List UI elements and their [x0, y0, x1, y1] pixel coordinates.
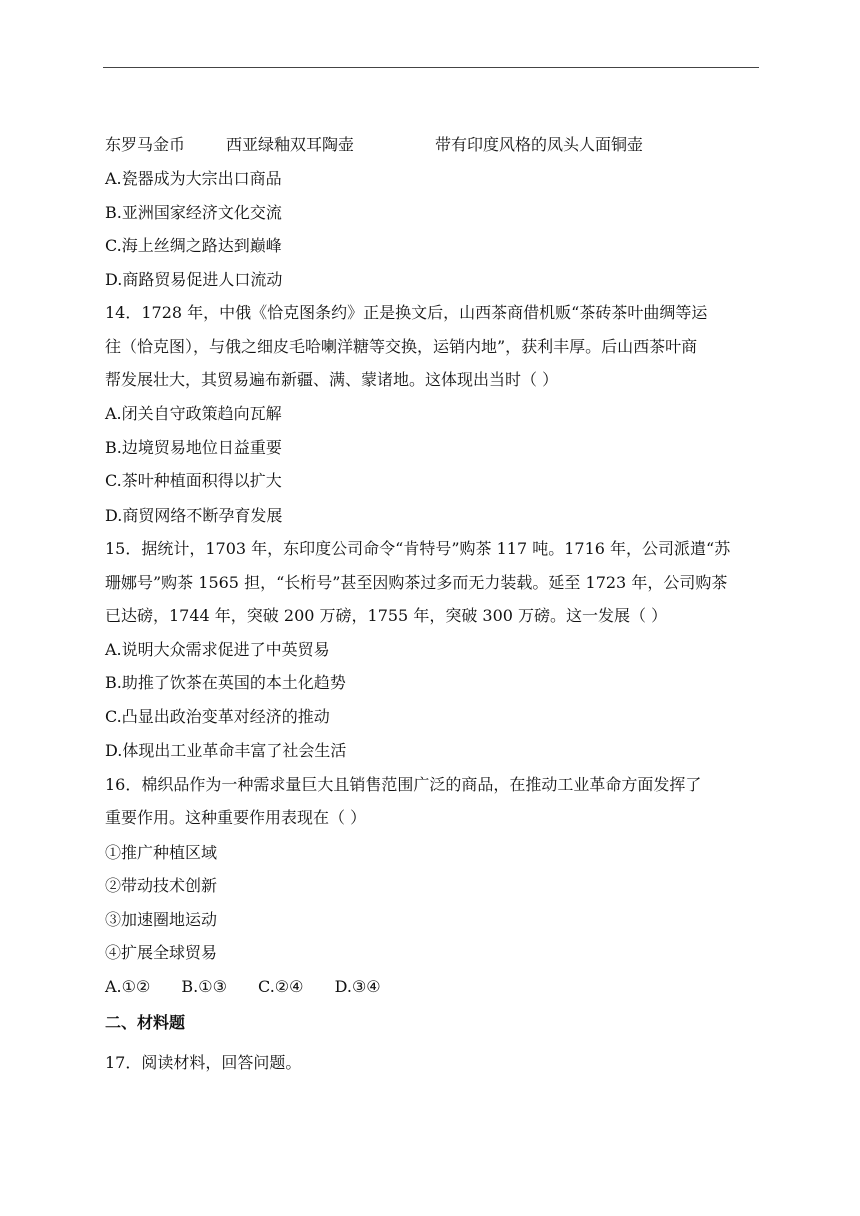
q15-option-b: B.助推了饮茶在英国的本土化趋势 — [105, 673, 346, 692]
section-title: 二、材料题 — [105, 1013, 186, 1032]
q15-stem-line-1: 15．据统计，1703 年，东印度公司命令“肯特号”购茶 117 吨。1716 年，公司派遣“苏 — [105, 539, 731, 558]
q14-stem-line-2: 往（恰克图），与俄之细皮毛哈喇洋糖等交换，运销内地”，获利丰厚。后山西茶叶商 — [105, 337, 698, 356]
q14-stem-line-3: 帮发展壮大，其贸易遍布新疆、满、蒙诸地。这体现出当时（ ） — [105, 370, 559, 389]
q13-option-d: D.商路贸易促进人口流动 — [105, 270, 283, 289]
header-rule — [103, 67, 759, 68]
q16-item-4: ④扩展全球贸易 — [105, 943, 218, 962]
q16-item-2: ②带动技术创新 — [105, 876, 218, 895]
q15-stem-line-2: 珊娜号”购茶 1565 担，“长桁号”甚至因购茶过多而无力装载。延至 1723 年，公司购茶 — [105, 573, 728, 592]
q14-stem-line-1: 14．1728 年，中俄《恰克图条约》正是换文后，山西茶商借机贩“茶砖茶叶曲绸等运 — [105, 303, 708, 322]
q16-item-3: ③加速圈地运动 — [105, 910, 218, 929]
q16-choice-d: D.③④ — [334, 977, 381, 996]
q15-option-c: C.凸显出政治变革对经济的推动 — [105, 707, 330, 726]
caption-west-asia-jar: 西亚绿釉双耳陶壶 — [226, 135, 355, 154]
q16-choice-a: A.①② — [105, 977, 151, 996]
q14-option-d: D.商贸网络不断孕育发展 — [105, 506, 283, 525]
q14-option-a: A.闭关自守政策趋向瓦解 — [105, 404, 282, 423]
q15-stem-line-3: 已达磅，1744 年，突破 200 万磅，1755 年，突破 300 万磅。这一发展（ ） — [105, 606, 668, 625]
q17-stem: 17．阅读材料，回答问题。 — [105, 1053, 302, 1072]
image-captions — [105, 135, 705, 155]
q15-option-a: A.说明大众需求促进了中英贸易 — [105, 640, 330, 659]
caption-roman-coin: 东罗马金币 — [105, 135, 186, 154]
q13-option-c: C.海上丝绸之路达到巅峰 — [105, 236, 282, 255]
caption-indian-bronze-pot: 带有印度风格的凤头人面铜壶 — [435, 135, 644, 154]
q13-option-a: A.瓷器成为大宗出口商品 — [105, 169, 282, 188]
q15-option-d: D.体现出工业革命丰富了社会生活 — [105, 741, 347, 760]
q16-stem-line-1: 16．棉织品作为一种需求量巨大且销售范围广泛的商品，在推动工业革命方面发挥了 — [105, 775, 702, 794]
q16-stem-line-2: 重要作用。这种重要作用表现在（ ） — [105, 808, 367, 827]
q14-option-c: C.茶叶种植面积得以扩大 — [105, 471, 282, 490]
q16-item-1: ①推广种植区域 — [105, 843, 218, 862]
q16-choices — [105, 977, 407, 997]
q16-choice-b: B.①③ — [181, 977, 227, 996]
q13-option-b: B.亚洲国家经济文化交流 — [105, 203, 282, 222]
q14-option-b: B.边境贸易地位日益重要 — [105, 438, 282, 457]
q16-choice-c: C.②④ — [258, 977, 304, 996]
